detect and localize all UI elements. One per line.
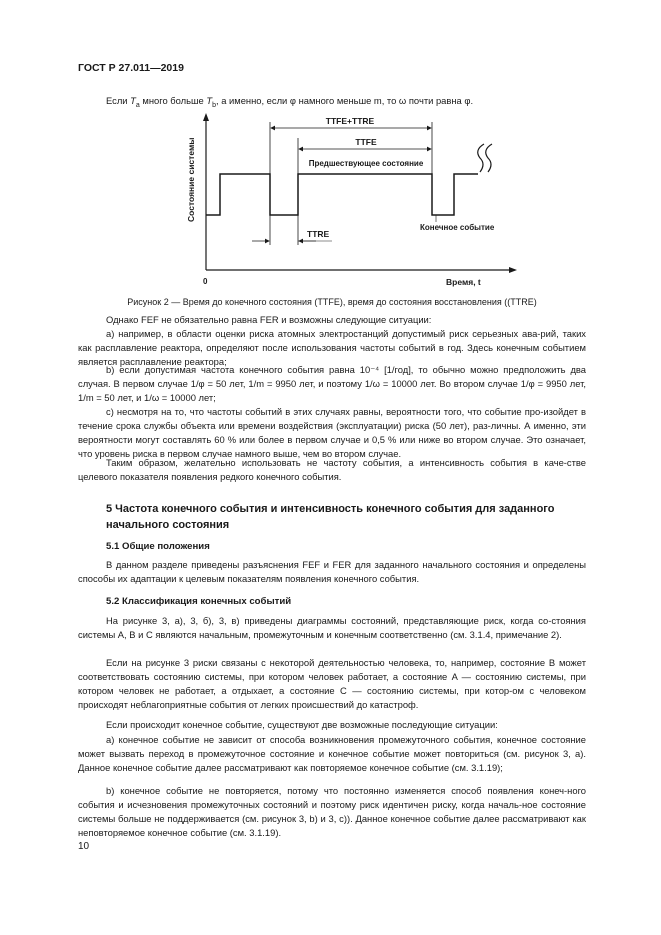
ttre-label: TTRE <box>307 229 330 239</box>
x-axis-arrow <box>509 267 517 273</box>
body-paragraph-5: Таким образом, желательно использовать не частоту события, а интенсивность события в каче-стве целевого показателя появления редкого конечного события. <box>78 457 586 483</box>
section-5-2-paragraph-4: a) конечное событие не зависит от способа возникновения промежуточного события, конечное состояние может вызвать переход в промежуточное состояние и конечное событие может повториться (см. рисунок 3, а). Данное конечное событие далее рассматривают как повторяемое конечное событие (см. 3.1.19); <box>78 734 586 774</box>
y-axis-label: Состояние системы <box>186 137 196 222</box>
section-5-1-title: 5.1 Общие положения <box>106 541 210 552</box>
document-header: ГОСТ Р 27.011—2019 <box>78 62 184 74</box>
section-5-1-text: В данном разделе приведены разъяснения FEF и FER для заданного начального состояния и определены способы их адаптации к целевым показателям появления конечного события. <box>78 559 586 585</box>
figure-caption: Рисунок 2 — Время до конечного состояния (TTFE), время до состояния восстановления ((TTRE) <box>127 297 537 307</box>
body-paragraph-2: a) например, в области оценки риска атомных электростанций допустимый риск серьезных ава-рий, таких как расплавление реактора, определяют после использования частоты событий в год. Здесь конечным событием является расплавление реактора; <box>78 328 586 368</box>
section-5-2-title: 5.2 Классификация конечных событий <box>106 596 292 607</box>
break-symbol-2 <box>486 144 492 172</box>
break-symbol-1 <box>478 144 484 172</box>
state-waveform <box>206 174 478 215</box>
body-paragraph-1: Однако FEF не обязательно равна FER и возможны следующие ситуации: <box>106 314 432 325</box>
final-event-label: Конечное событие <box>420 223 495 232</box>
origin-label: 0 <box>203 277 208 286</box>
section-5-2-paragraph-5: b) конечное событие не повторяется, потому что постоянно изменяется способ появления конеч-ного события и исчезновения промежуточных состояний и поэтому риск идентичен риску, когда началь-ное состояние системы больше не поддерживается (см. рисунок 3, b) и 3, c)). Данное конечное событие далее рассматривают как неповторяемое конечное событие (см. 3.1.19). <box>78 785 586 839</box>
intro-paragraph: Если $T_a$ много больше $T_b$, а именно, если φ намного меньше m, то ω почти равна φ. <box>106 95 474 109</box>
section-5-title: 5 Частота конечного события и интенсивность конечного события для заданного начального состояния <box>106 503 555 531</box>
body-paragraph-3: b) если допустимая частота конечного события равна 10⁻⁴ [1/год], то обычно можно предположить два случая. В первом случае 1/φ = 50 лет, 1/m = 9950 лет, и поэтому 1/ω = 10000 лет. Во втором случае 1/φ = 9950 лет, 1/m = 50 лет, и 1/ω = 10000 лет; <box>78 364 586 404</box>
section-5-2-paragraph-1: На рисунке 3, а), 3, б), 3, в) приведены диаграммы состояний, представляющие риск, когда со-стояния системы A, B и C являются начальным, промежуточным и конечным соответственно (см. 3.1.4, примечание 2). <box>78 615 586 641</box>
state-time-diagram <box>170 110 530 290</box>
x-axis-label: Время, t <box>446 277 481 287</box>
ttfe-ttre-label: TTFE+TTRE <box>325 116 375 126</box>
y-axis-arrow <box>203 113 209 121</box>
body-paragraph-4: c) несмотря на то, что частоты событий в этих случаях равны, вероятности того, что событие про-изойдет в течение срока службы объекта или времени воздействия (эксплуатации) риска (50 лет), раз-личны. А именно, эти вероятности могут составлять 60 % или более в первом случае и 0,5 % или ниже во втором случае. Это означает, что уровень риска в первом случае намного выше, чем во втором случае. <box>78 406 586 460</box>
ttfe-label: TTFE <box>355 137 377 147</box>
page-number: 10 <box>78 841 90 852</box>
section-5-2-paragraph-2: Если на рисунке 3 риски связаны с некоторой деятельностью человека, то, например, состояние B может соответствовать состоянию системы, при котором человек работает, а состояние A — состоянию системы, при котором человек не работает, а отдыхает, а состояние C — состоянию системы, при котор-ом с человеком происходят неблагоприятные события от легких происшествий до катастроф. <box>78 657 586 711</box>
prev-state-label: Предшествующее состояние <box>308 159 424 168</box>
section-5-2-paragraph-3: Если происходит конечное событие, существуют две возможные последующие ситуации: <box>106 719 498 730</box>
